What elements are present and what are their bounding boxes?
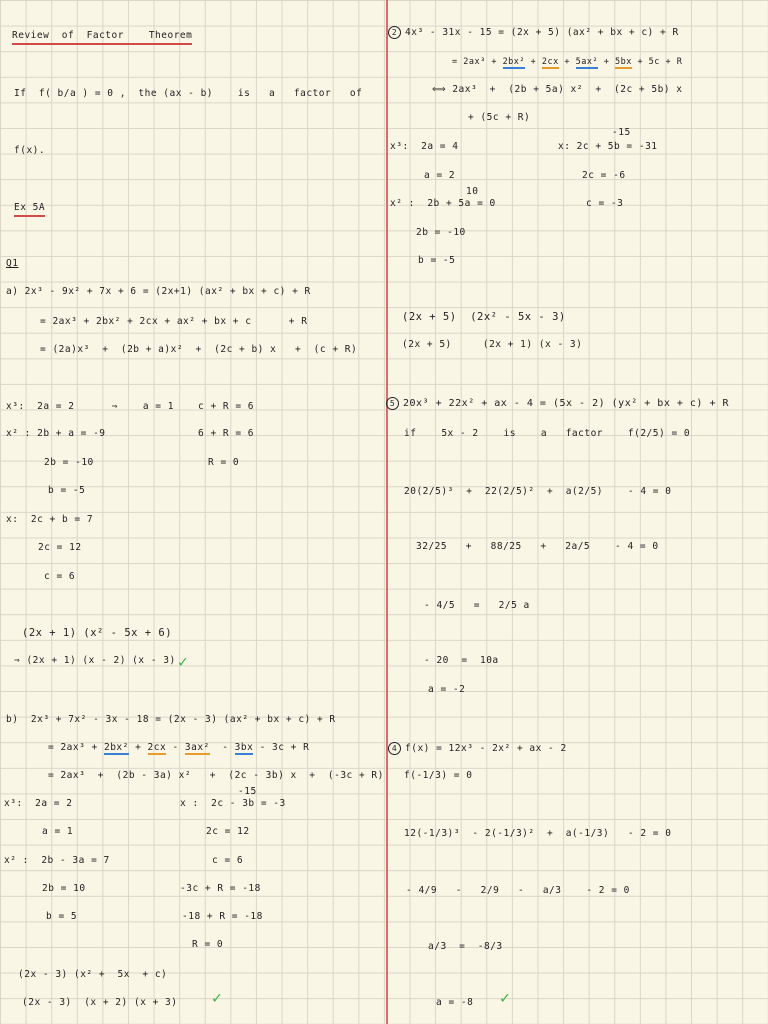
q1a-line2: = 2ax³ + 2bx² + 2cx + ax² + bx + c + R (40, 316, 308, 327)
q2-x2-eq: x² : 2b + 5a = 0 (390, 198, 496, 209)
q2-annotation-15: -15 (612, 127, 631, 138)
q1b-const-eq: -3c + R = -18 (180, 883, 261, 894)
q1a-factored: (2x + 1) (x² - 5x + 6) (22, 627, 173, 639)
q1a-x3-eq: x³: 2a = 2 ⇒ a = 1 (6, 401, 174, 412)
q2-line1: 2 4x³ - 31x - 15 = (2x + 5) (ax² + bx + c) + R (388, 26, 679, 39)
q2-x-eq: x: 2c + 5b = -31 (558, 141, 658, 152)
q1b-line3: = 2ax³ + (2b - 3a) x² + (2c - 3b) x + (-3c + R) (48, 770, 384, 781)
margin-line (386, 0, 388, 1024)
q1b-line1: b) 2x³ + 7x² - 3x - 18 = (2x - 3) (ax² + bx + c) + R (6, 714, 336, 725)
question-5-number: 5 (386, 397, 399, 410)
q1b-r: R = 0 (192, 939, 224, 950)
q1b-x2-eq: x² : 2b - 3a = 7 (4, 855, 110, 866)
factor-rule-line2: f(x). (14, 145, 46, 156)
q4-line2: f(-1/3) = 0 (404, 770, 473, 781)
q1a-const-eq: c + R = 6 (198, 401, 254, 412)
q1a-b: b = -5 (48, 485, 86, 496)
q5-line1: 5 20x³ + 22x² + ax - 4 = (5x - 2) (yx² + bx + c) + R (386, 397, 729, 410)
q2-b: b = -5 (418, 255, 456, 266)
q2-a: a = 2 (424, 170, 456, 181)
q1a-x2-eq: x² : 2b + a = -9 (6, 428, 106, 439)
q2-line2: = 2ax³ + 2bx² + 2cx + 5ax² + 5bx + 5c + R (452, 57, 683, 67)
q1b-factored: (2x - 3) (x² + 5x + c) (18, 969, 168, 980)
check-mark-icon: ✓ (212, 988, 222, 1007)
q1a-const-sub: 6 + R = 6 (198, 428, 254, 439)
q4-line6: a = -8 (436, 997, 474, 1008)
q1b-2c: 2c = 12 (206, 826, 250, 837)
q4-line1: 4 f(x) = 12x³ - 2x² + ax - 2 (388, 742, 567, 755)
q1b-a: a = 1 (42, 826, 74, 837)
q1b-b: b = 5 (46, 911, 78, 922)
q1b-line2: = 2ax³ + 2bx² + 2cx - 3ax² - 3bx - 3c + R (48, 742, 310, 753)
q1b-2b: 2b = 10 (42, 883, 86, 894)
q2-x3-eq: x³: 2a = 4 (390, 141, 459, 152)
factor-rule-line1: If f( b/a ) = 0 , the (ax - b) is a factor of (14, 88, 363, 99)
q5-line6: - 20 = 10a (424, 655, 499, 666)
q4-line5: a/3 = -8/3 (428, 941, 503, 952)
q1b-x-eq: x : 2c - 3b = -3 (180, 798, 286, 809)
q1b-x3-eq: x³: 2a = 2 (4, 798, 73, 809)
q2-line3: ⟺ 2ax³ + (2b + 5a) x² + (2c + 5b) x (432, 84, 683, 95)
question-4-number: 4 (388, 742, 401, 755)
q1a-line3: = (2a)x³ + (2b + a)x² + (2c + b) x + (c + R) (40, 344, 358, 355)
q1a-r: R = 0 (208, 457, 240, 468)
q1b-c: c = 6 (212, 855, 244, 866)
q1a-line1: a) 2x³ - 9x² + 7x + 6 = (2x+1) (ax² + bx + c) + R (6, 286, 311, 297)
q2-2b: 2b = -10 (416, 227, 466, 238)
q2-c: c = -3 (586, 198, 624, 209)
q1b-final: (2x - 3) (x + 2) (x + 3) (22, 997, 178, 1008)
q1b-const-sub: -18 + R = -18 (182, 911, 263, 922)
q2-factored: (2x + 5) (2x² - 5x - 3) (402, 311, 566, 323)
question-2-number: 2 (388, 26, 401, 39)
q1a-c: c = 6 (44, 571, 76, 582)
q2-final: (2x + 5) (2x + 1) (x - 3) (402, 339, 583, 350)
q1a-2b: 2b = -10 (44, 457, 94, 468)
q1a-x-eq: x: 2c + b = 7 (6, 514, 94, 525)
page-title: Review of Factor Theorem (12, 30, 192, 45)
q5-line2: if 5x - 2 is a factor f(2/5) = 0 (404, 428, 691, 439)
question-1-label: Q1 (6, 258, 19, 269)
q1a-final: ⇒ (2x + 1) (x - 2) (x - 3) (14, 655, 176, 666)
check-mark-icon: ✓ (500, 988, 510, 1007)
q5-line5: - 4/5 = 2/5 a (424, 600, 530, 611)
q5-line4: 32/25 + 88/25 + 2a/5 - 4 = 0 (416, 541, 659, 552)
q1b-annotation: -15 (238, 786, 257, 797)
q2-2c: 2c = -6 (582, 170, 626, 181)
q5-line7: a = -2 (428, 684, 466, 695)
q4-line4: - 4/9 - 2/9 - a/3 - 2 = 0 (406, 885, 630, 896)
exercise-label: Ex 5A (14, 202, 45, 217)
q2-annotation-10: 10 (466, 186, 479, 197)
q5-line3: 20(2/5)³ + 22(2/5)² + a(2/5) - 4 = 0 (404, 486, 672, 497)
q4-line3: 12(-1/3)³ - 2(-1/3)² + a(-1/3) - 2 = 0 (404, 828, 672, 839)
q1a-2c: 2c = 12 (38, 542, 82, 553)
check-mark-icon: ✓ (178, 652, 188, 671)
q2-line4: + (5c + R) (468, 112, 531, 123)
